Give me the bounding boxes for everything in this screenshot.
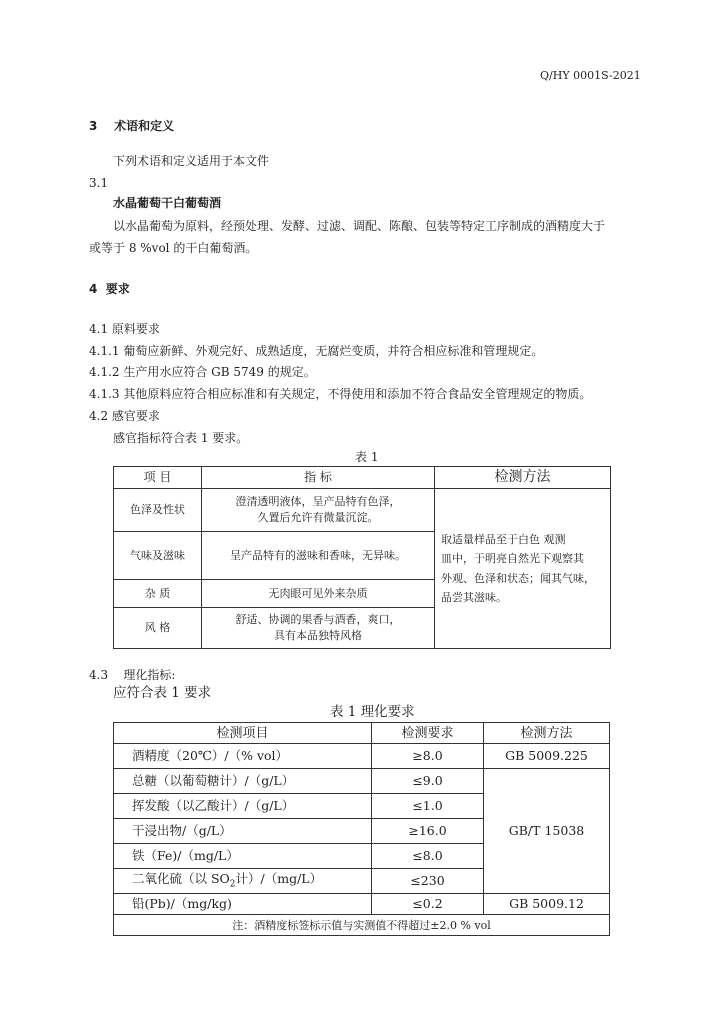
table-header-row xyxy=(114,467,611,489)
table-cell: 澄清透明液体，呈产品特有色泽， 久置后允许有微量沉淀。 xyxy=(202,489,435,532)
term-definition-line1: 以水晶葡萄为原料，经预处理、发酵、过滤、调配、陈酿、包装等特定工序制成的酒精度大于 xyxy=(113,219,606,233)
table-cell: ≤1.0 xyxy=(372,794,484,819)
table-cell: 舒适、协调的果香与酒香，爽口， 具有本品独特风格 xyxy=(202,608,435,649)
table-cell: ≥8.0 xyxy=(372,744,484,769)
table-row xyxy=(114,894,610,915)
section-3-heading: 3 术语和定义 xyxy=(89,119,175,133)
table-cell: ≤0.2 xyxy=(372,894,484,915)
clause-4-1-3: 4.1.3 其他原料应符合相应标准和有关规定，不得使用和添加不符合食品安全管理规定的物质。 xyxy=(89,387,592,401)
clause-4-1-1: 4.1.1 葡萄应新鲜、外观完好、成熟适度，无腐烂变质，并符合相应标准和管理规定。 xyxy=(89,344,544,358)
table-cell: 杂 质 xyxy=(114,580,202,608)
physicochemical-table xyxy=(113,722,610,936)
sensory-table xyxy=(113,466,611,649)
column-header: 指 标 xyxy=(202,467,435,489)
table-cell: 铁（Fe)/（mg/L） xyxy=(114,844,372,869)
column-header: 检测方法 xyxy=(435,467,611,489)
document-code: Q/HY 0001S-2021 xyxy=(540,69,641,82)
section-3-intro: 下列术语和定义适用于本文件 xyxy=(113,154,270,168)
table-cell: ≤8.0 xyxy=(372,844,484,869)
table-cell: GB 5009.225 xyxy=(484,744,610,769)
table-row xyxy=(114,769,610,794)
section-4-heading: 4 要求 xyxy=(89,282,130,296)
clause-4-3-text: 应符合表 1 要求 xyxy=(113,685,212,701)
merged-method-cell: GB/T 15038 xyxy=(484,769,610,894)
column-header: 检测项目 xyxy=(114,723,372,744)
table-cell: 挥发酸（以乙酸计）/（g/L） xyxy=(114,794,372,819)
table-note-row xyxy=(114,915,610,936)
term-title: 水晶葡萄干白葡萄酒 xyxy=(113,196,222,210)
table-cell: 呈产品特有的滋味和香味，无异味。 xyxy=(202,532,435,580)
clause-4-2: 4.2 感官要求 xyxy=(89,409,160,423)
table-cell: 酒精度（20℃）/（% vol） xyxy=(114,744,372,769)
table-note: 注：酒精度标签标示值与实测值不得超过±2.0 % vol xyxy=(114,915,610,936)
table-row xyxy=(114,489,611,532)
table2-caption: 表 1 理化要求 xyxy=(330,704,415,720)
clause-4-3: 4.3 理化指标: xyxy=(89,668,176,682)
method-cell: 取适量样品至于白色 观测 皿中，于明亮自然光下观察其 外观、色泽和状态；闻其气味， 品尝其滋味。 xyxy=(435,489,611,649)
table-cell: 总糖（以葡萄糖计）/（g/L） xyxy=(114,769,372,794)
table-cell: ≤230 xyxy=(372,869,484,894)
table-cell: 铅(Pb)/（mg/kg) xyxy=(114,894,372,915)
table-cell: 无肉眼可见外来杂质 xyxy=(202,580,435,608)
table-cell: 色泽及性状 xyxy=(114,489,202,532)
table1-caption: 表 1 xyxy=(355,450,379,464)
table-header-row xyxy=(114,723,610,744)
column-header: 检测要求 xyxy=(372,723,484,744)
term-definition-line2: 或等于 8 %vol 的干白葡萄酒。 xyxy=(89,241,258,255)
table-cell: ≥16.0 xyxy=(372,819,484,844)
clause-4-2-text: 感官指标符合表 1 要求。 xyxy=(113,431,249,445)
clause-4-1-2: 4.1.2 生产用水应符合 GB 5749 的规定。 xyxy=(89,365,316,379)
column-header: 项 目 xyxy=(114,467,202,489)
term-number: 3.1 xyxy=(89,176,109,190)
column-header: 检测方法 xyxy=(484,723,610,744)
table-cell: 风 格 xyxy=(114,608,202,649)
table-cell: 干浸出物/（g/L） xyxy=(114,819,372,844)
table-cell: 气味及滋味 xyxy=(114,532,202,580)
table-row xyxy=(114,744,610,769)
table-cell: 二氧化硫（以 $SO_2$计）/（mg/L） xyxy=(114,869,372,894)
table-cell: GB 5009.12 xyxy=(484,894,610,915)
clause-4-1: 4.1 原料要求 xyxy=(89,322,160,336)
table-cell: ≤9.0 xyxy=(372,769,484,794)
